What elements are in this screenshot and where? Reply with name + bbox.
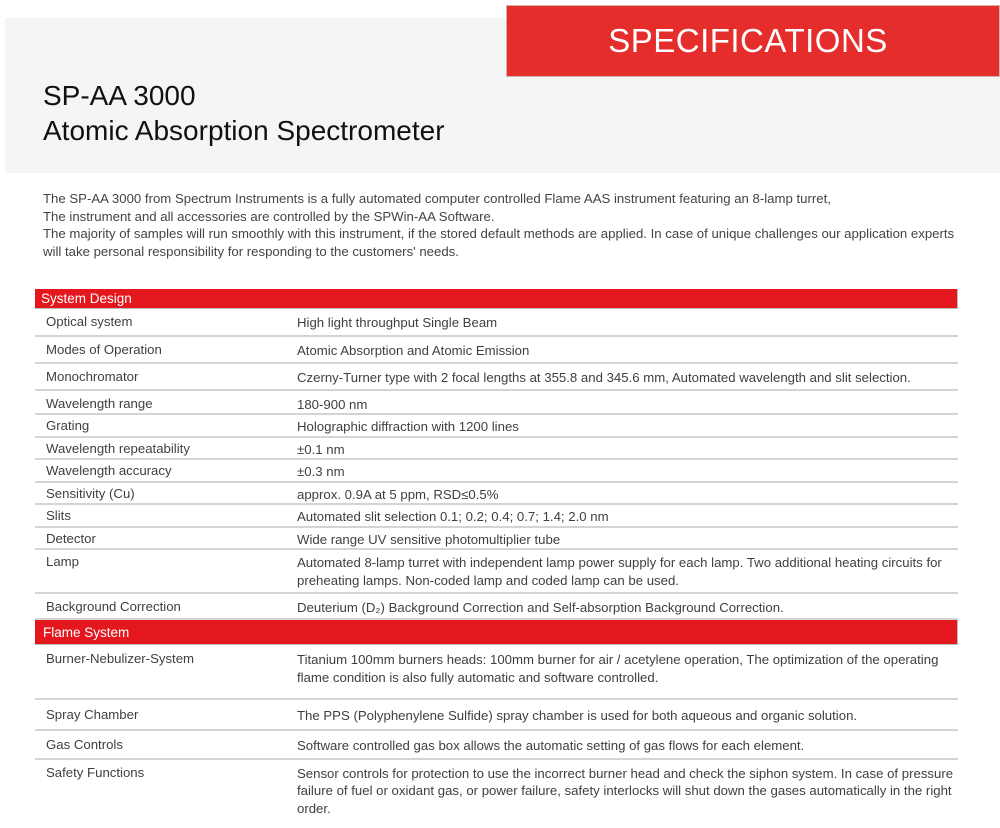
spec-value: Wide range UV sensitive photomultiplier tube: [286, 527, 958, 550]
spec-value: Deuterium (D₂) Background Correction and Self-absorption Background Correction.: [286, 593, 958, 619]
table-row: [35, 437, 958, 460]
spec-value: Titanium 100mm burners heads: 100mm burner for air / acetylene operation, The optimization of the operating flame condition is also fully automatic and software controlled.: [286, 645, 958, 699]
spec-value: approx. 0.9A at 5 ppm, RSD≤0.5%: [286, 482, 958, 505]
table-row: [35, 645, 958, 699]
spec-label: Slits: [35, 504, 286, 527]
table-row: [35, 593, 958, 619]
section-title: System Design: [35, 289, 958, 309]
spec-label: Modes of Operation: [35, 336, 286, 363]
table-row: [35, 759, 958, 821]
table-row: [35, 482, 958, 505]
spec-value: Software controlled gas box allows the automatic setting of gas flows for each element.: [286, 730, 958, 759]
spec-label: Detector: [35, 527, 286, 550]
table-row: [35, 390, 958, 415]
table-row: [35, 699, 958, 730]
section-header-flame-system: [35, 619, 958, 645]
spec-label: Wavelength accuracy: [35, 459, 286, 482]
intro-text: [43, 190, 973, 260]
intro-line: The SP-AA 3000 from Spectrum Instruments is a fully automated computer controlled Flame AAS instrument featuring an 8-lamp turret,: [43, 191, 831, 206]
table-row: [35, 363, 958, 390]
spec-label: Burner-Nebulizer-System: [35, 645, 286, 699]
intro-line: The instrument and all accessories are controlled by the SPWin-AA Software.: [43, 208, 495, 224]
spec-value: ±0.3 nm: [286, 459, 958, 482]
spec-label: Optical system: [35, 309, 286, 336]
table-row: [35, 527, 958, 550]
table-row: [35, 549, 958, 593]
spec-label: Grating: [35, 414, 286, 437]
product-title: Atomic Absorption Spectrometer: [43, 115, 445, 146]
table-row: [35, 414, 958, 437]
spec-label: Safety Functions: [46, 764, 145, 780]
table-row: [35, 459, 958, 482]
spec-value: Czerny-Turner type with 2 focal lengths at 355.8 and 345.6 mm, Automated wavelength and slit selection.: [286, 363, 958, 390]
spec-value: 180-900 nm: [286, 390, 958, 415]
spec-value: Sensor controls for protection to use the incorrect burner head and check the siphon system. In case of pressure failure of fuel or oxidant gas, or power failure, safety interlocks will shut down the gases automatically in the right order.: [297, 765, 954, 816]
spec-value: Automated slit selection 0.1; 0.2; 0.4; 0.7; 1.4; 2.0 nm: [286, 504, 958, 527]
spec-value: Holographic diffraction with 1200 lines: [286, 414, 958, 437]
table-row: [35, 336, 958, 363]
section-title: Flame System: [35, 619, 958, 645]
table-row: [35, 309, 958, 336]
spec-value: High light throughput Single Beam: [286, 309, 958, 336]
spec-label: Lamp: [35, 549, 286, 593]
spec-label: Sensitivity (Cu): [35, 482, 286, 505]
intro-line: The majority of samples will run smoothly with this instrument, if the stored default methods are applied. In case of unique challenges our application experts will take personal responsibility for responding to the customers' needs.: [43, 226, 955, 259]
section-header-system-design: [35, 289, 958, 309]
spec-value: Automated 8-lamp turret with independent lamp power supply for each lamp. Two additional heating circuits for preheating lamps. Non-coded lamp and coded lamp can be used.: [286, 549, 958, 593]
spec-label: Monochromator: [35, 363, 286, 390]
spec-value: The PPS (Polyphenylene Sulfide) spray chamber is used for both aqueous and organic solution.: [286, 699, 958, 730]
spec-value: ±0.1 nm: [286, 437, 958, 460]
spec-label: Wavelength repeatability: [35, 437, 286, 460]
table-row: [35, 730, 958, 759]
spec-value: Atomic Absorption and Atomic Emission: [286, 336, 958, 363]
spec-label: Gas Controls: [35, 730, 286, 759]
specifications-banner: [506, 5, 1000, 77]
spec-label: Wavelength range: [35, 390, 286, 415]
spec-table: [35, 289, 958, 821]
table-row: [35, 504, 958, 527]
banner-title: SPECIFICATIONS: [608, 22, 888, 59]
model-title: SP-AA 3000: [43, 80, 196, 111]
spec-label: Background Correction: [35, 593, 286, 619]
spec-label: Spray Chamber: [35, 699, 286, 730]
